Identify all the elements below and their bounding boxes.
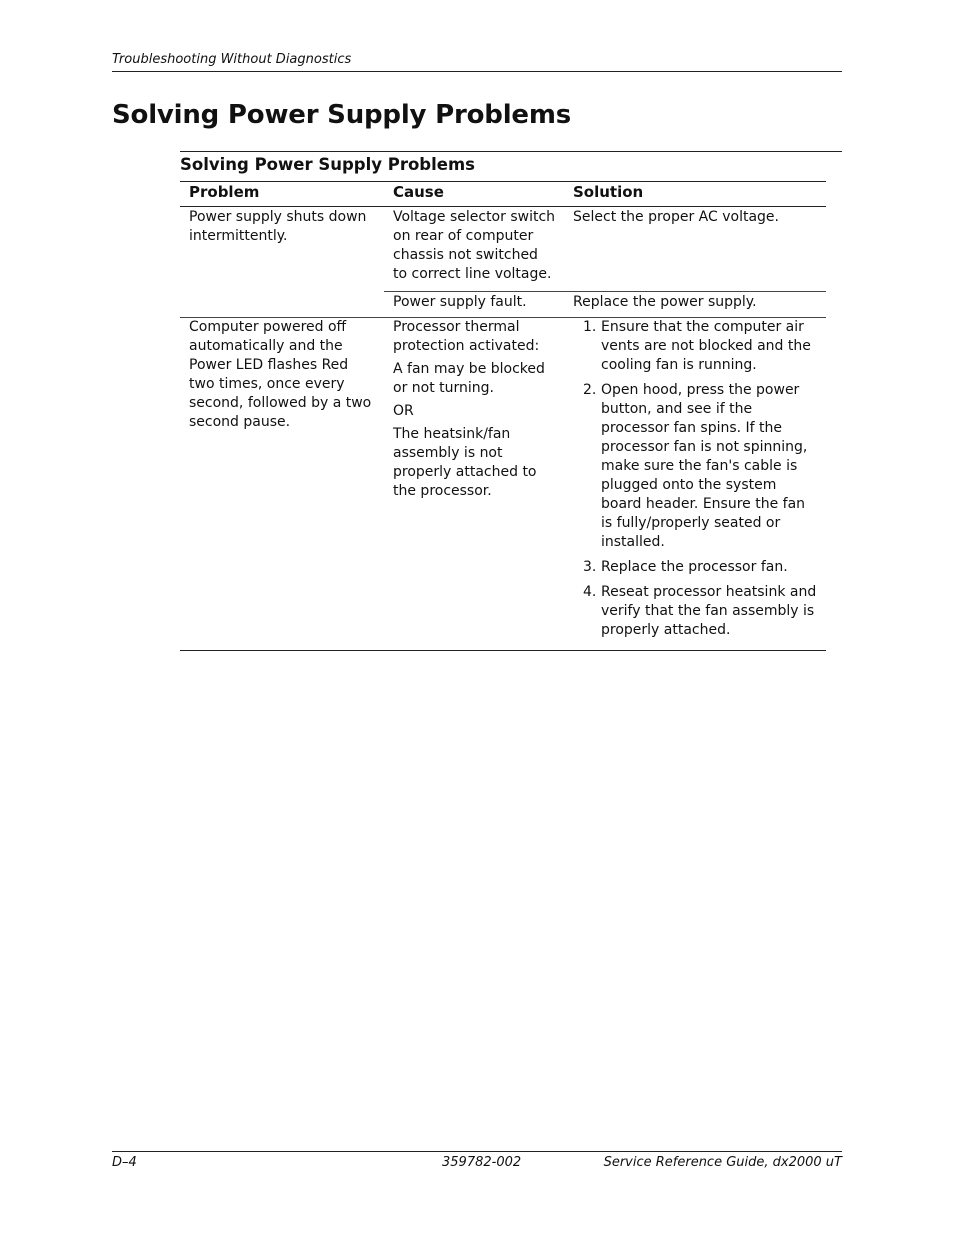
solution-cell: Replace the power supply. <box>564 292 826 318</box>
header-rule <box>112 71 842 72</box>
cause-text: Processor thermal protection activated: <box>393 319 540 354</box>
footer-guide-title: Service Reference Guide, dx2000 uT <box>603 1155 842 1170</box>
solution-step <box>573 381 818 552</box>
footer-doc-number: 359782-002 <box>442 1155 522 1170</box>
cause-text: OR <box>393 403 414 419</box>
cause-cell <box>384 292 564 318</box>
solution-step <box>573 583 818 640</box>
footer-rule <box>112 1151 842 1152</box>
cause-text: Voltage selector switch on rear of computer chassis not switched to correct line voltage. <box>393 209 556 282</box>
footer-page-number: D–4 <box>112 1155 137 1170</box>
cause-cell <box>384 207 564 292</box>
table-header-row <box>180 182 826 207</box>
solution-steps-list <box>573 318 818 640</box>
table-caption: Solving Power Supply Problems <box>180 155 475 174</box>
step-number: 1. <box>583 319 597 335</box>
step-text: Replace the processor fan. <box>601 559 788 575</box>
solution-cell <box>564 318 826 651</box>
step-number: 2. <box>583 382 597 398</box>
step-text: Reseat processor heatsink and verify that the fan assembly is properly attached. <box>601 584 817 638</box>
problem-cell: Computer powered off automatically and the Power LED flashes Red two times, once every second, followed by a two second pause. <box>180 318 384 651</box>
table-row <box>180 207 826 292</box>
page-title: Solving Power Supply Problems <box>112 100 572 130</box>
cause-cell <box>384 318 564 651</box>
problem-cell: Power supply shuts down intermittently. <box>180 207 384 318</box>
step-text: Open hood, press the power button, and see if the processor fan spins. If the processor fan is not spinning, make sure the fan's cable is plugged onto the system board header. Ensure the fan is fully/properly seated or installed. <box>601 382 808 550</box>
cause-text: A fan may be blocked or not turning. <box>393 361 545 396</box>
column-header-solution: Solution <box>564 182 826 207</box>
table-row <box>180 318 826 651</box>
cause-text: The heatsink/fan assembly is not properly attached to the processor. <box>393 426 537 499</box>
running-header: Troubleshooting Without Diagnostics <box>112 52 352 67</box>
solution-step <box>573 318 818 375</box>
step-number: 4. <box>583 584 597 600</box>
column-header-cause: Cause <box>384 182 564 207</box>
cause-text: Power supply fault. <box>393 294 527 310</box>
step-text: Ensure that the computer air vents are not blocked and the cooling fan is running. <box>601 319 811 373</box>
column-header-problem: Problem <box>180 182 384 207</box>
problems-table-section <box>180 151 842 651</box>
solution-cell: Select the proper AC voltage. <box>564 207 826 292</box>
solution-step <box>573 558 818 577</box>
step-number: 3. <box>583 559 597 575</box>
problems-table <box>180 181 826 651</box>
